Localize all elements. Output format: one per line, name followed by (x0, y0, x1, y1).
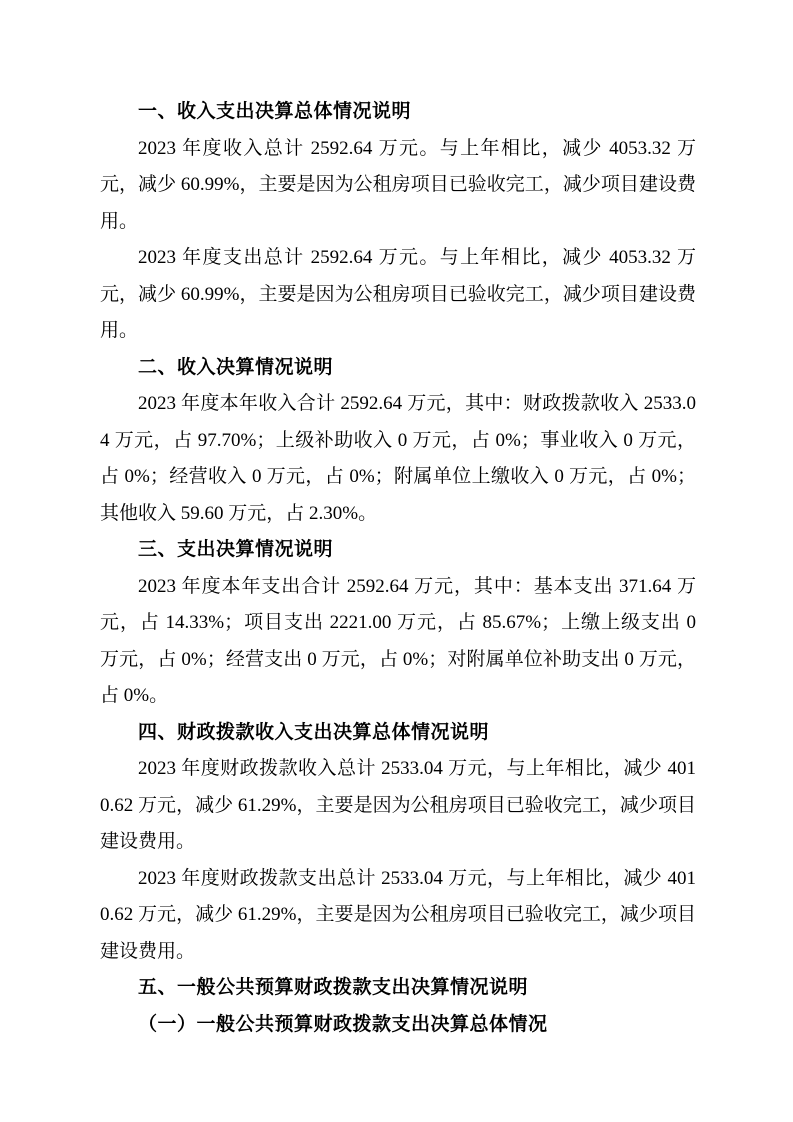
section-4-paragraph-2: 2023 年度财政拨款支出总计 2533.04 万元，与上年相比，减少 4010.62 万元，减少 61.29%，主要是因为公租房项目已验收完工，减少项目建设费用。 (100, 867, 696, 962)
section-4-heading: 四、财政拨款收入支出决算总体情况说明 (138, 721, 490, 743)
section-5-subheading-1: （一）一般公共预算财政拨款支出决算总体情况 (138, 1013, 548, 1035)
section-1-heading: 一、收入支出决算总体情况说明 (138, 101, 412, 122)
section-1-paragraph-2: 2023 年度支出总计 2592.64 万元。与上年相比，减少 4053.32 万元，减少 60.99%，主要是因为公租房项目已验收完工，减少项目建设费用。 (100, 247, 696, 341)
section-3-heading: 三、支出决算情况说明 (138, 539, 334, 560)
section-2-paragraph-1: 2023 年度本年收入合计 2592.64 万元，其中：财政拨款收入 2533.04 万元，占 97.70%；上级补助收入 0 万元，占 0%；事业收入 0 万元，占 0%；经营收入 0 万元，占 0%；附属单位上缴收入 0 万元，占 0%；其他收入 59.60 万元，占 2.30%。 (100, 393, 696, 524)
section-2-heading: 二、收入决算情况说明 (138, 356, 334, 378)
section-5-heading: 五、一般公共预算财政拨款支出决算情况说明 (138, 977, 529, 998)
section-1-paragraph-1: 2023 年度收入总计 2592.64 万元。与上年相比，减少 4053.32 万元，减少 60.99%，主要是因为公租房项目已验收完工，减少项目建设费用。 (100, 137, 696, 232)
section-3-paragraph-1: 2023 年度本年支出合计 2592.64 万元，其中：基本支出 371.64 万元，占 14.33%；项目支出 2221.00 万元，占 85.67%；上缴上级支出 0 万元，占 0%；经营支出 0 万元，占 0%；对附属单位补助支出 0 万元，占 0%。 (100, 575, 696, 706)
section-4-paragraph-1: 2023 年度财政拨款收入总计 2533.04 万元，与上年相比，减少 4010.62 万元，减少 61.29%，主要是因为公租房项目已验收完工，减少项目建设费用。 (100, 758, 696, 852)
